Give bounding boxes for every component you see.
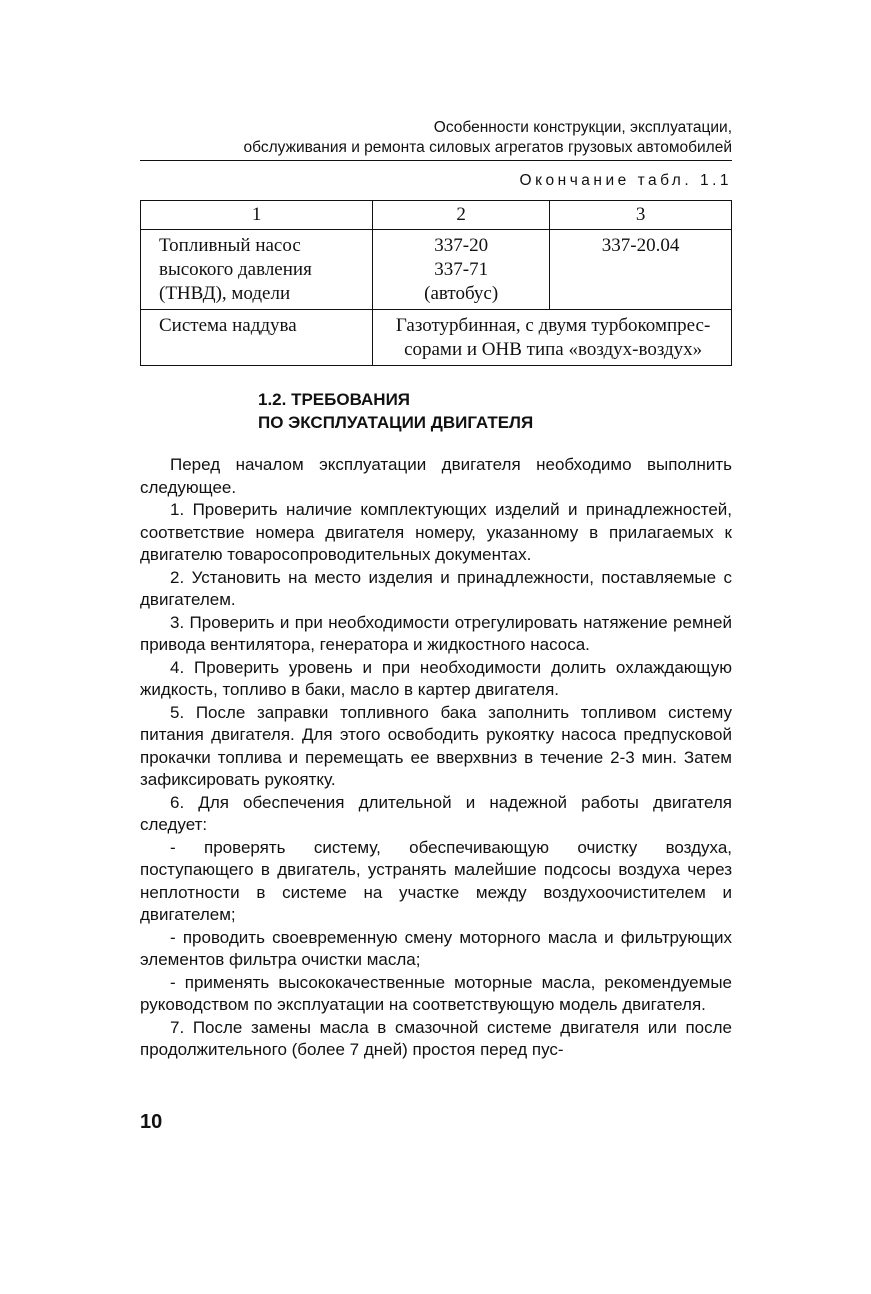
paragraph: 4. Проверить уровень и при необходимости долить охлаждающую жидкость, топливо в баки, масло в картер двигателя. [140, 657, 732, 699]
table-caption: Окончание табл. 1.1 [519, 172, 732, 189]
label-line: (ТНВД), модели [159, 283, 291, 304]
table-cell-label: Система наддува [141, 310, 373, 366]
paragraph: 1. Проверить наличие комплектующих изделий и принадлежностей, соответствие номера двигателя номеру, указанному в прилагаемых к двигателю товаросопроводительных документах. [140, 500, 732, 564]
table-header-cell: 3 [550, 201, 732, 230]
table-row-fuel-pump [141, 230, 732, 310]
label-line: Топливный насос [159, 235, 301, 256]
model-value: (автобус) [424, 283, 499, 304]
table-header-cell: 2 [373, 201, 550, 230]
paragraph: 3. Проверить и при необходимости отрегулировать натяжение ремней привода вентилятора, генератора и жидкостного насоса. [140, 612, 732, 654]
merged-line: Газотурбинная, с двумя турбокомпрес- [395, 315, 711, 336]
paragraph: Перед началом эксплуатации двигателя необходимо выполнить следующее. [140, 455, 732, 497]
table-cell-models [373, 230, 550, 310]
header-rule [140, 160, 732, 161]
paragraph: 2. Установить на место изделия и принадлежности, поставляемые с двигателем. [140, 567, 732, 609]
paragraph: 5. После заправки топливного бака заполнить топливом систему питания двигателя. Для этого освободить рукоятку насоса предпусковой прокачки топлива и перемещать ее вверхвниз в течение 2-3 мин. Затем зафиксировать рукоятку. [140, 702, 732, 789]
running-head-line-1: Особенности конструкции, эксплуатации, [433, 119, 732, 136]
table-header-cell: 1 [141, 201, 373, 230]
model-value: 337-71 [434, 259, 489, 280]
page-number: 10 [140, 1111, 163, 1133]
merged-line: сорами и ОНВ типа «воздух-воздух» [404, 339, 703, 360]
paragraph: - проводить своевременную смену моторного масла и фильтрующих элементов фильтра очистки масла; [140, 927, 732, 969]
spec-table [140, 200, 732, 366]
table-cell-merged [373, 310, 732, 366]
running-head-line-2: обслуживания и ремонта силовых агрегатов грузовых автомобилей [243, 139, 732, 156]
model-value: 337-20 [434, 235, 489, 256]
section-heading [258, 388, 533, 434]
paragraph: - применять высококачественные моторные масла, рекомендуемые руководством по эксплуатации на соответствующую модель двигателя. [140, 972, 732, 1014]
paragraph: - проверять систему, обеспечивающую очистку воздуха, поступающего в двигатель, устранять малейшие подсосы воздуха через неплотности в системе на участке между воздухоочистителем и двигателем; [140, 837, 732, 924]
table-cell-model-alt: 337-20.04 [550, 230, 732, 310]
running-head [140, 118, 732, 158]
section-heading-line-1: 1.2. ТРЕБОВАНИЯ [258, 390, 411, 409]
body-text [140, 454, 732, 1062]
table-header-row [141, 201, 732, 230]
paragraph: 7. После замены масла в смазочной системе двигателя или после продолжительного (более 7 дней) простоя перед пус- [140, 1017, 732, 1059]
label-line: высокого давления [159, 259, 312, 280]
table-row-boost [141, 310, 732, 366]
table-cell-label [141, 230, 373, 310]
paragraph: 6. Для обеспечения длительной и надежной работы двигателя следует: [140, 792, 732, 834]
section-heading-line-2: ПО ЭКСПЛУАТАЦИИ ДВИГАТЕЛЯ [258, 413, 534, 432]
